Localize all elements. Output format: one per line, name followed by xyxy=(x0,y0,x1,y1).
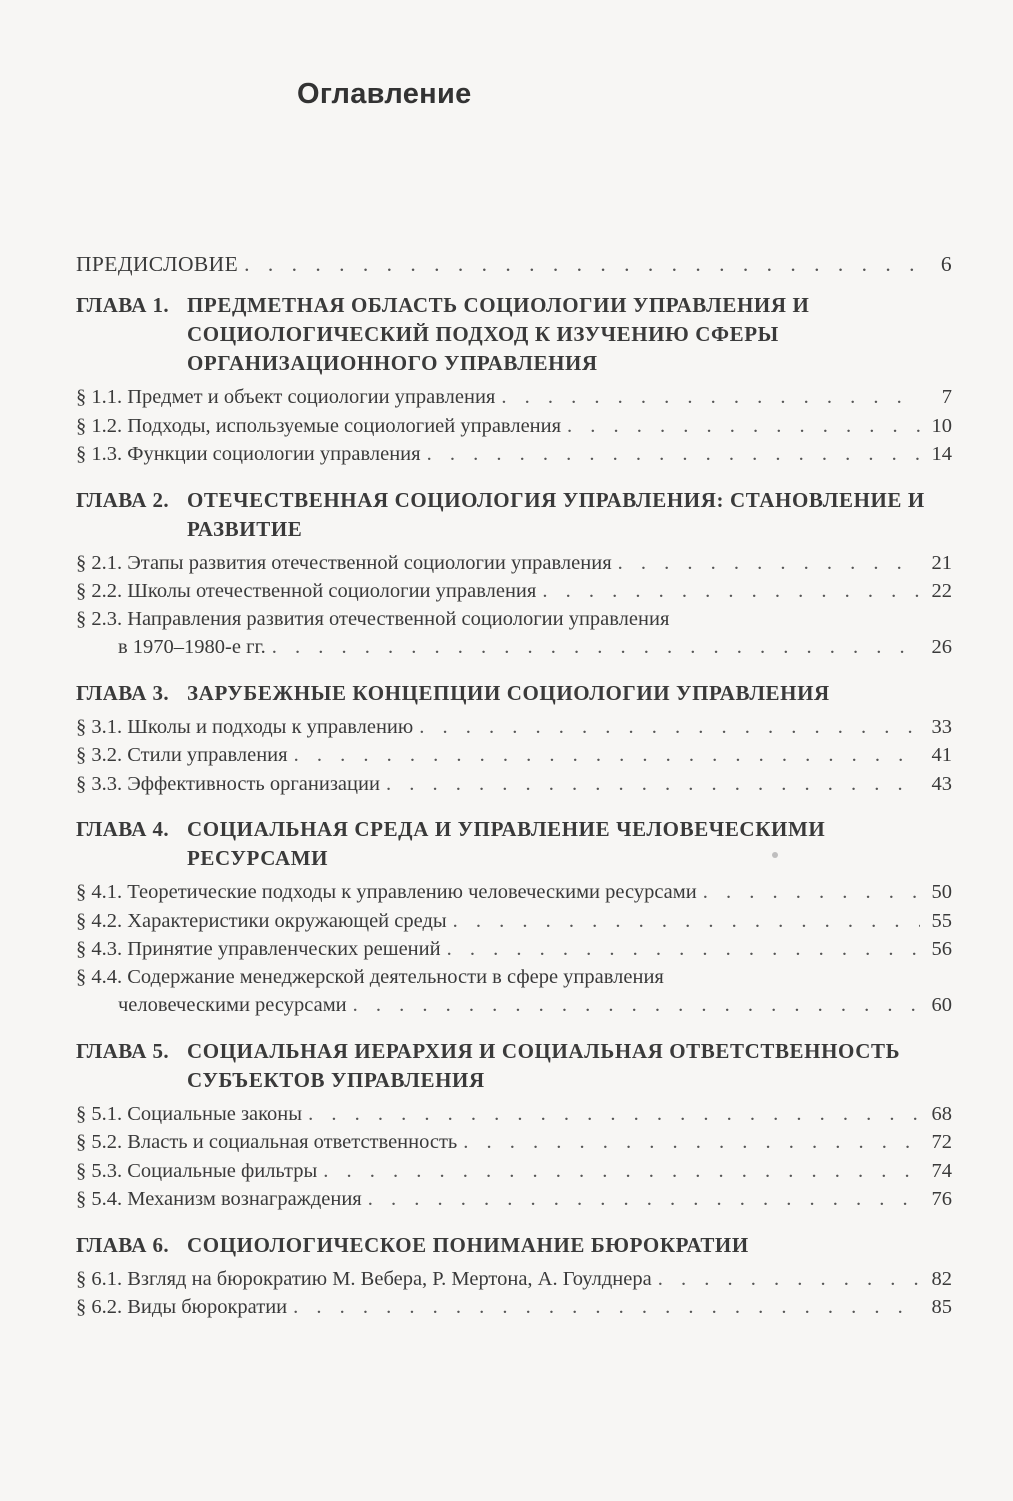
section-title: Направления развития отечественной социологии управления xyxy=(127,607,670,630)
toc-entry-section[interactable] xyxy=(76,1100,952,1129)
leader-dots xyxy=(294,741,920,770)
section-number: § 2.2. xyxy=(76,580,123,602)
toc-entry-section[interactable] xyxy=(76,713,952,742)
chapter-list xyxy=(76,291,952,1322)
toc-entry-section[interactable] xyxy=(76,1265,952,1294)
section-number: § 5.2. xyxy=(76,1131,123,1153)
toc-entry-section[interactable] xyxy=(76,1185,952,1214)
section-number: § 4.2. xyxy=(76,909,123,932)
page-number: 76 xyxy=(931,1188,952,1210)
preface-label: ПРЕДИСЛОВИЕ xyxy=(76,252,239,276)
page-number: 6 xyxy=(940,252,952,276)
page-number: 56 xyxy=(931,938,952,960)
leader-dots xyxy=(427,440,920,469)
leader-dots xyxy=(244,250,920,279)
toc-entry-section[interactable] xyxy=(76,549,952,578)
section-number: § 5.4. xyxy=(76,1188,123,1210)
section-number: § 2.3. xyxy=(76,607,123,630)
page-number: 82 xyxy=(931,1267,952,1290)
section-number: § 1.1. xyxy=(76,386,123,408)
leader-dots xyxy=(447,935,920,964)
leader-dots xyxy=(419,713,920,742)
leader-dots xyxy=(501,383,920,412)
section-title: Власть и социальная ответственность xyxy=(127,1131,458,1153)
section-title: Предмет и объект социологии управления xyxy=(127,386,496,408)
leader-dots xyxy=(703,878,920,907)
page-number: 74 xyxy=(931,1159,952,1182)
page-number: 41 xyxy=(931,744,952,766)
toc-entry-section[interactable] xyxy=(76,1157,952,1186)
section-number: § 3.3. xyxy=(76,772,123,795)
page-title: Оглавление xyxy=(297,78,472,110)
leader-dots xyxy=(567,412,920,441)
chapter-heading[interactable] xyxy=(76,486,952,544)
section-title: Содержание менеджерской деятельности в сфере управления xyxy=(127,965,664,988)
section-number: § 4.3. xyxy=(76,938,123,960)
page-number: 21 xyxy=(931,551,952,574)
section-title: Принятие управленческих решений xyxy=(127,938,441,960)
toc-entry-section[interactable] xyxy=(76,1128,952,1157)
chapter-title: ПРЕДМЕТНАЯ ОБЛАСТЬ СОЦИОЛОГИИ УПРАВЛЕНИЯ И СОЦИОЛОГИЧЕСКИЙ ПОДХОД К ИЗУЧЕНИЮ СФЕРЫ ОРГАНИЗАЦИОННОГО УПРАВЛЕНИЯ xyxy=(187,293,810,375)
page-number: 55 xyxy=(931,909,952,932)
toc-entry-section[interactable] xyxy=(76,1293,952,1322)
chapter-label: ГЛАВА 5. xyxy=(76,1038,170,1063)
leader-dots xyxy=(618,549,920,578)
section-title: Стили управления xyxy=(127,744,288,766)
page-number: 68 xyxy=(931,1102,952,1125)
toc-entry-section[interactable] xyxy=(76,907,952,936)
section-title: Социальные законы xyxy=(127,1102,303,1125)
leader-dots xyxy=(308,1100,920,1129)
page-number: 33 xyxy=(931,715,952,738)
chapter-title: ОТЕЧЕСТВЕННАЯ СОЦИОЛОГИЯ УПРАВЛЕНИЯ: СТАНОВЛЕНИЕ И РАЗВИТИЕ xyxy=(187,487,925,541)
toc-entry-section[interactable] xyxy=(76,606,952,662)
section-title: Механизм вознаграждения xyxy=(127,1188,362,1210)
chapter-label: ГЛАВА 2. xyxy=(76,487,170,512)
section-number: § 3.2. xyxy=(76,744,123,766)
page-number: 14 xyxy=(931,443,952,465)
toc-entry-section[interactable] xyxy=(76,577,952,606)
page-number: 22 xyxy=(931,580,952,602)
chapter-label: ГЛАВА 4. xyxy=(76,817,170,841)
section-number: § 1.2. xyxy=(76,414,123,437)
section-title-continued: в 1970–1980-е гг. xyxy=(118,635,266,658)
section-title: Теоретические подходы к управлению человеческими ресурсами xyxy=(127,881,697,903)
leader-dots xyxy=(453,907,920,936)
leader-dots xyxy=(542,577,920,606)
toc-entry-preface[interactable] xyxy=(76,250,952,279)
section-title: Школы отечественной социологии управления xyxy=(127,580,537,602)
leader-dots xyxy=(386,770,920,799)
section-number: § 5.1. xyxy=(76,1102,123,1125)
chapter-heading[interactable] xyxy=(76,679,952,708)
toc-entry-section[interactable] xyxy=(76,964,952,1020)
toc-entry-section[interactable] xyxy=(76,440,952,469)
leader-dots xyxy=(293,1293,920,1322)
section-title: Взгляд на бюрократию М. Вебера, Р. Мертона, А. Гоулднера xyxy=(127,1267,652,1290)
section-number: § 6.2. xyxy=(76,1296,123,1318)
section-number: § 6.1. xyxy=(76,1267,123,1290)
leader-dots xyxy=(658,1265,920,1294)
page-number: 85 xyxy=(931,1296,952,1318)
section-title: Функции социологии управления xyxy=(127,443,421,465)
toc-entry-section[interactable] xyxy=(76,412,952,441)
chapter-label: ГЛАВА 3. xyxy=(76,680,170,705)
page-number: 7 xyxy=(941,386,952,408)
table-of-contents xyxy=(76,250,952,1322)
chapter-title: СОЦИОЛОГИЧЕСКОЕ ПОНИМАНИЕ БЮРОКРАТИИ xyxy=(187,1232,749,1257)
chapter-title: СОЦИАЛЬНАЯ СРЕДА И УПРАВЛЕНИЕ ЧЕЛОВЕЧЕСКИМИ РЕСУРСАМИ xyxy=(187,817,826,870)
section-title: Школы и подходы к управлению xyxy=(127,715,414,738)
page-number: 43 xyxy=(931,772,952,795)
toc-entry-section[interactable] xyxy=(76,878,952,907)
section-title: Этапы развития отечественной социологии управления xyxy=(127,551,612,574)
chapter-heading[interactable] xyxy=(76,291,952,378)
section-title-continued: человеческими ресурсами xyxy=(118,993,347,1016)
section-title: Социальные фильтры xyxy=(127,1159,318,1182)
page-number: 60 xyxy=(931,993,952,1016)
chapter-heading[interactable] xyxy=(76,815,952,873)
toc-entry-section[interactable] xyxy=(76,935,952,964)
leader-dots xyxy=(323,1157,920,1186)
section-title: Подходы, используемые социологией управления xyxy=(127,414,562,437)
section-number: § 5.3. xyxy=(76,1159,123,1182)
section-number: § 3.1. xyxy=(76,715,123,738)
section-title: Эффективность организации xyxy=(127,772,380,795)
chapter-label: ГЛАВА 1. xyxy=(76,293,170,317)
toc-entry-section[interactable] xyxy=(76,741,952,770)
leader-dots xyxy=(353,991,920,1020)
chapter-heading[interactable] xyxy=(76,1231,952,1260)
toc-entry-section[interactable] xyxy=(76,770,952,799)
chapter-title: ЗАРУБЕЖНЫЕ КОНЦЕПЦИИ СОЦИОЛОГИИ УПРАВЛЕНИЯ xyxy=(187,680,830,705)
section-number: § 1.3. xyxy=(76,443,123,465)
leader-dots xyxy=(368,1185,920,1214)
chapter-label: ГЛАВА 6. xyxy=(76,1232,170,1257)
leader-dots xyxy=(463,1128,920,1157)
page-number: 72 xyxy=(931,1131,952,1153)
section-number: § 4.1. xyxy=(76,881,123,903)
toc-entry-section[interactable] xyxy=(76,383,952,412)
section-title: Виды бюрократии xyxy=(127,1296,288,1318)
leader-dots xyxy=(272,633,920,662)
section-number: § 2.1. xyxy=(76,551,123,574)
page-number: 10 xyxy=(931,414,952,437)
page-number: 26 xyxy=(931,635,952,658)
chapter-heading[interactable] xyxy=(76,1037,952,1095)
chapter-title: СОЦИАЛЬНАЯ ИЕРАРХИЯ И СОЦИАЛЬНАЯ ОТВЕТСТВЕННОСТЬ СУБЪЕКТОВ УПРАВЛЕНИЯ xyxy=(187,1038,901,1092)
page-number: 50 xyxy=(931,881,952,903)
section-number: § 4.4. xyxy=(76,965,123,988)
section-title: Характеристики окружающей среды xyxy=(127,909,447,932)
